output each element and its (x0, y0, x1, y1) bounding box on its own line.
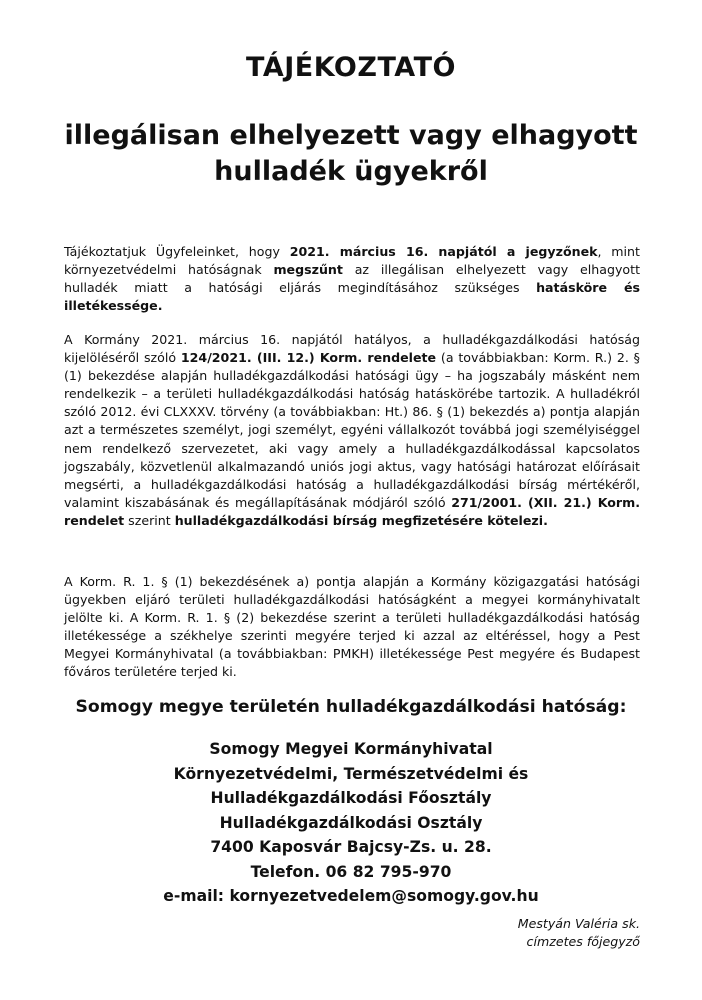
emphasis: 124/2021. (III. 12.) Korm. rendelete (180, 350, 437, 366)
text: (a továbbiakban: Korm. R.) 2. § (1) bekezdése alapján hulladékgazdálkodási hatósági ügy – ha jogszabály másként nem rendelkezik – a területi hulladékgazdálkodási hatóság hatáskörébe tartozik. A hulladékról szóló 2012. évi CLXXXV. törvény (a továbbiakban: Ht.) 86. § (1) bekezdés a) pontja alapján azt a természetes személyt, jogi személyt, egyéni vállalkozót továbbá jogi személyiséggel nem rendelkező szervezetet, aki vagy amely a hulladékgazdálkodással kapcsolatos jogszabály, közvetlenül alkalmazandó uniós jogi aktus, vagy hatósági határozat előírásait megsérti, a hulladékgazdálkodási hatóság a hulladékgazdálkodási bírság mértékéről, valamint kiszabásának és megállapításának módjáról szóló (64, 350, 640, 510)
subtitle-line: illegálisan elhelyezett vagy elhagyott (64, 120, 638, 151)
emphasis: megszűnt (273, 262, 343, 278)
paragraph-legal-basis (64, 331, 640, 530)
paragraph-intro (64, 243, 640, 315)
emphasis: hatásköre és illetékessége. (64, 280, 641, 314)
signatory-role: címzetes főjegyző (526, 934, 640, 949)
subtitle-line: hulladék ügyekről (214, 156, 488, 187)
emphasis: 2021. március 16. napjától a jegyzőnek (289, 244, 598, 259)
emphasis: 271/2001. (XII. 21.) Korm. rendelet (64, 494, 641, 528)
phone-line: Telefon. 06 82 795-970 (250, 862, 452, 881)
address-line: 7400 Kaposvár Bajcsy-Zs. u. 28. (210, 838, 492, 856)
text: szerint (124, 512, 175, 528)
text: az illegálisan elhelyezett vagy elhagyott hulladék miatt a hatósági eljárás megindításához szükséges (64, 262, 641, 296)
email-line: e-mail: kornyezetvedelem@somogy.gov.hu (163, 887, 539, 905)
address-line: Környezetvédelmi, Természetvédelmi és (173, 764, 529, 783)
document-title: TÁJÉKOZTATÓ (246, 52, 456, 83)
text: Tájékoztatjuk Ügyfeleinket, hogy (64, 244, 290, 259)
address-line: Somogy Megyei Kormányhivatal (209, 740, 493, 758)
signatory-name: Mestyán Valéria sk. (517, 916, 640, 931)
paragraph-jurisdiction: A Korm. R. 1. § (1) bekezdésének a) pontja alapján a Kormány közigazgatási hatósági ügyekben eljáró területi hulladékgazdálkodási hatóságként a megyei kormányhivatalt jelölte ki. A Korm. R. 1. § (2) bekezdése szerint a területi hulladékgazdálkodási hatóság illetékessége a székhelye szerinti megyére terjed ki azzal az eltéréssel, hogy a Pest Megyei Kormányhivatal (a továbbiakban: PMKH) illetékessége Pest megyére és Budapest főváros területére terjed ki. (64, 574, 640, 680)
emphasis: hulladékgazdálkodási bírság megfizetésére kötelezi. (174, 512, 548, 528)
address-line: Hulladékgazdálkodási Főosztály (210, 789, 492, 807)
text: A Kormány 2021. március 16. napjától hatályos, a hulladékgazdálkodási hatóság kijelöléséről szóló (64, 332, 640, 366)
authority-heading: Somogy megye területén hulladékgazdálkodási hatóság: (75, 697, 627, 717)
authority-address (0, 737, 702, 909)
text: , mint környezetvédelmi hatóságnak (64, 244, 640, 278)
address-line: Hulladékgazdálkodási Osztály (219, 813, 483, 832)
document-subtitle (0, 118, 702, 190)
signature-block (518, 915, 640, 951)
